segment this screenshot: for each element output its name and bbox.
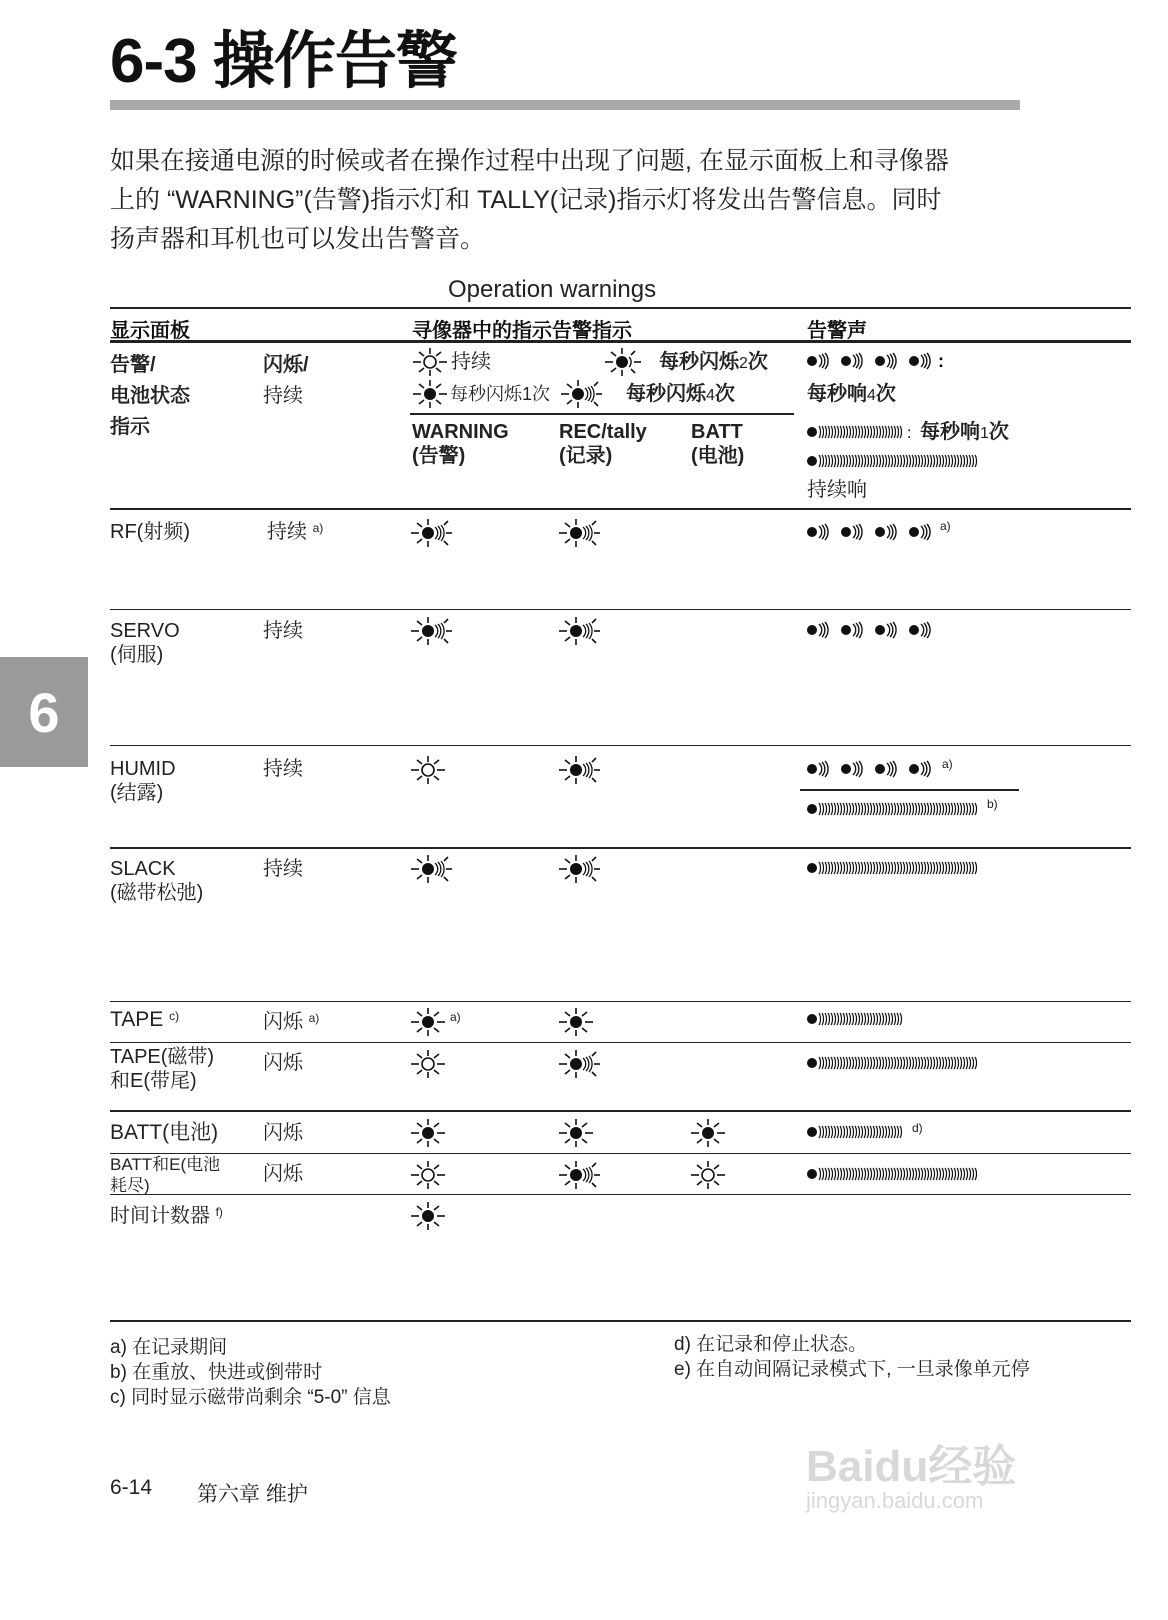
flash-four-light-icon xyxy=(578,394,579,395)
page-title: 6-3 操作告警 xyxy=(110,27,457,96)
legend-beep-1: 每秒响1次 xyxy=(920,421,1009,443)
row-servo-mode: 持续 xyxy=(263,620,303,642)
intro-line-1: 如果在接通电源的时候或者在操作过程中出现了问题, 在显示面板上和寻像器 xyxy=(110,147,949,175)
rec-flash4-icon xyxy=(576,869,577,870)
title-underline xyxy=(110,100,1020,110)
row-rule xyxy=(110,847,1131,849)
row-slack-name: SLACK (磁带松弛) xyxy=(110,858,204,904)
humid-alarm-divider xyxy=(800,789,1019,791)
alarm-beep4-icon xyxy=(812,769,813,770)
header-viewfinder: 寻像器中的指示告警指示 xyxy=(412,320,632,342)
alarm-beep4-icon xyxy=(812,532,813,533)
row-rule xyxy=(110,1042,1131,1043)
warning-flash4-icon xyxy=(428,869,429,870)
rec-flash4-icon xyxy=(576,1064,577,1065)
table-bottom-rule xyxy=(110,1320,1131,1322)
warning-flash1-icon xyxy=(428,1133,429,1134)
legend-flash-1: 每秒闪烁1次 xyxy=(450,384,551,404)
row-tape-end-mode: 闪烁 xyxy=(263,1052,303,1074)
chapter-tab: 6 xyxy=(0,657,88,767)
row-rule xyxy=(110,745,1131,746)
alarm-continuous-icon xyxy=(812,1174,813,1175)
row-humid-mode: 持续 xyxy=(263,758,303,780)
row-tape-mode: 闪烁 $^{a)}$ xyxy=(263,1011,320,1033)
beep-continuous-icon xyxy=(812,461,813,462)
warning-flash4-icon xyxy=(428,631,429,632)
row-tape-vf-note: a) xyxy=(450,1010,461,1024)
flash-twice-light-icon xyxy=(622,362,623,363)
alarm-beep1-icon xyxy=(812,1132,813,1133)
batt-continuous-icon xyxy=(708,1175,709,1176)
legend-flash-4: 每秒闪烁4次 xyxy=(626,383,735,405)
notes-right: d) 在记录和停止状态。 e) 在自动间隔记录模式下, 一旦录像单元停 xyxy=(674,1334,1030,1380)
legend-continuous: 持续 xyxy=(451,351,491,373)
row-slack-mode: 持续 xyxy=(263,858,303,880)
svg-text::: : xyxy=(907,425,912,442)
batt-flash1-icon xyxy=(708,1133,709,1134)
rec-flash4-icon xyxy=(576,533,577,534)
alarm-continuous-icon xyxy=(812,809,813,810)
baidu-watermark-url: jingyan.baidu.com xyxy=(806,1488,984,1513)
row-tape-end-name: TAPE(磁带) 和E(带尾) xyxy=(110,1046,215,1092)
legend-flash-2: 每秒闪烁2次 xyxy=(659,351,768,373)
rec-flash4-icon xyxy=(576,631,577,632)
row-humid-alarm-note-b: b) xyxy=(987,797,998,811)
continuous-light-icon xyxy=(430,362,431,363)
beep-1-icon xyxy=(812,425,912,442)
warning-continuous-icon xyxy=(428,1064,429,1065)
chapter-label: 第六章 维护 xyxy=(197,1483,308,1506)
table-caption: Operation warnings xyxy=(448,276,657,303)
column-rec-tally: REC/tally (记录) xyxy=(559,421,647,467)
intro-line-2: 上的 “WARNING”(告警)指示灯和 TALLY(记录)指示灯将发出告警信息。同时 xyxy=(110,186,942,214)
row-rule xyxy=(110,1001,1131,1002)
row-rule xyxy=(110,609,1131,610)
legend-col2: 闪烁/ 持续 xyxy=(263,354,309,407)
legend-divider xyxy=(410,413,794,415)
warning-flash1-icon xyxy=(428,1022,429,1023)
flash-once-light-icon xyxy=(430,394,431,395)
alarm-continuous-icon xyxy=(812,1063,813,1064)
baidu-watermark-logo: Baidu经验 xyxy=(806,1442,1017,1491)
row-batt-mode: 闪烁 xyxy=(263,1122,303,1144)
legend-col1: 告警/ 电池状态 指示 xyxy=(110,354,190,438)
rec-flash4-icon xyxy=(576,1175,577,1176)
row-batt-name: BATT(电池) xyxy=(110,1121,219,1144)
row-rule xyxy=(110,1194,1131,1195)
svg-text::: : xyxy=(938,351,944,371)
intro-line-3: 扬声器和耳机也可以发出告警音。 xyxy=(110,225,486,253)
header-display-panel: 显示面板 xyxy=(110,320,190,342)
row-rule xyxy=(110,508,1131,510)
row-rule xyxy=(110,1110,1131,1112)
warning-continuous-icon xyxy=(428,1175,429,1176)
row-batt-end-name: BATT和E(电池 耗尽) xyxy=(110,1155,221,1195)
row-rf-mode: 持续 $^{a)}$ xyxy=(267,521,324,543)
beep-4-icon xyxy=(812,351,944,371)
row-rule xyxy=(110,1153,1131,1154)
alarm-continuous-icon xyxy=(812,868,813,869)
page-number: 6-14 xyxy=(110,1476,153,1499)
row-rf-alarm-note: a) xyxy=(940,519,951,533)
header-alarm: 告警声 xyxy=(807,320,867,342)
warning-flash1-icon xyxy=(428,1216,429,1217)
table-top-rule xyxy=(110,307,1131,309)
legend-beep-continuous: 持续响 xyxy=(807,479,867,501)
row-rf-name: RF(射频) xyxy=(110,521,190,543)
alarm-beep1-icon xyxy=(812,1019,813,1020)
row-batt-end-mode: 闪烁 xyxy=(263,1163,303,1185)
row-time-counter-name: 时间计数器 $^{f)}$ xyxy=(110,1205,223,1227)
column-batt: BATT (电池) xyxy=(691,421,745,467)
column-warning: WARNING (告警) xyxy=(412,421,509,467)
warning-continuous-icon xyxy=(428,770,429,771)
rec-flash1-icon xyxy=(576,1022,577,1023)
rec-flash4-icon xyxy=(576,770,577,771)
intro-paragraph xyxy=(110,142,1030,259)
row-tape-name: TAPE $^{c)}$ xyxy=(110,1008,180,1031)
row-batt-alarm-note: d) xyxy=(912,1121,923,1135)
row-servo-name: SERVO (伺服) xyxy=(110,620,180,666)
alarm-beep4-icon xyxy=(812,630,813,631)
row-humid-name: HUMID (结露) xyxy=(110,758,176,804)
legend-beep-4: 每秒响4次 xyxy=(807,383,896,405)
rec-flash1-icon xyxy=(576,1133,577,1134)
warning-flash4-icon xyxy=(428,533,429,534)
notes-left: a) 在记录期间 b) 在重放、快进或倒带时 c) 同时显示磁带尚剩余 “5-0” 信息 xyxy=(110,1337,391,1408)
row-humid-alarm-note: a) xyxy=(942,757,953,771)
